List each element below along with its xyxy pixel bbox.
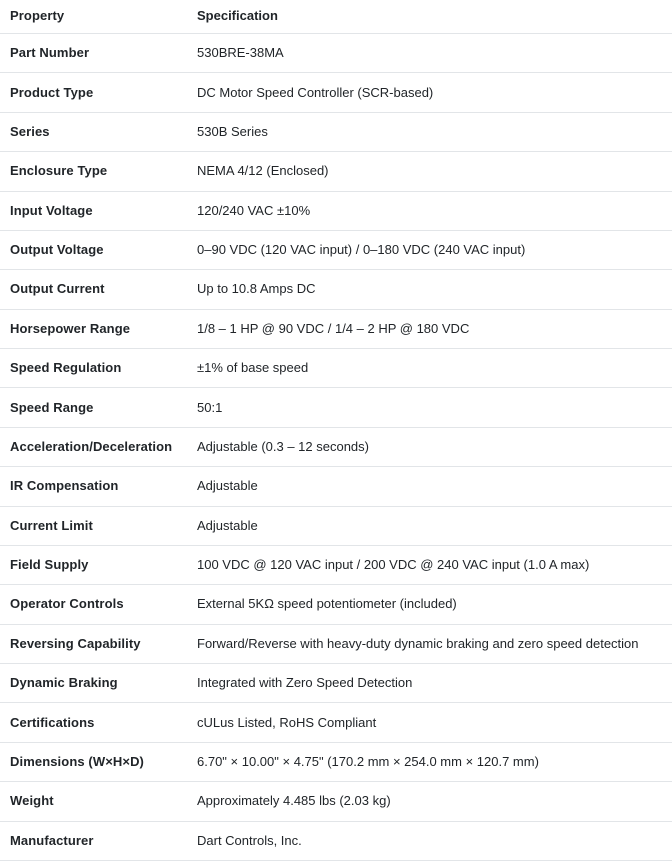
table-row — [0, 310, 672, 349]
table-row — [0, 428, 672, 467]
specification-cell: NEMA 4/12 (Enclosed) — [197, 163, 329, 179]
table-row — [0, 743, 672, 782]
property-cell: Current Limit — [10, 517, 93, 533]
property-cell: Dynamic Braking — [10, 675, 118, 691]
table-row — [0, 703, 672, 742]
specification-cell: 530BRE-38MA — [197, 45, 284, 61]
table-row — [0, 152, 672, 191]
property-cell: Output Current — [10, 281, 105, 297]
table-row — [0, 585, 672, 624]
specification-cell: cULus Listed, RoHS Compliant — [197, 714, 377, 730]
specification-cell: Forward/Reverse with heavy-duty dynamic braking and zero speed detection — [197, 635, 639, 651]
property-cell: Weight — [10, 793, 54, 809]
table-header-row — [0, 0, 672, 34]
table-row — [0, 507, 672, 546]
specification-cell: 530B Series — [197, 123, 268, 139]
table-row — [0, 546, 672, 585]
table-row — [0, 192, 672, 231]
specification-cell: Up to 10.8 Amps DC — [197, 281, 316, 297]
table-row — [0, 664, 672, 703]
table-row — [0, 34, 672, 73]
specification-cell: Adjustable — [197, 517, 258, 533]
specification-cell: 50:1 — [197, 399, 223, 415]
table-row — [0, 467, 672, 506]
table-row — [0, 231, 672, 270]
table-row — [0, 625, 672, 664]
property-cell: Manufacturer — [10, 832, 94, 848]
property-cell: Product Type — [10, 84, 94, 100]
property-cell: Speed Regulation — [10, 360, 122, 376]
table-row — [0, 388, 672, 427]
specification-cell: Approximately 4.485 lbs (2.03 kg) — [197, 793, 391, 809]
property-cell: Output Voltage — [10, 242, 104, 258]
property-cell: Part Number — [10, 45, 90, 61]
property-cell: Series — [10, 123, 50, 139]
specification-cell: Adjustable — [197, 478, 258, 494]
table-row — [0, 822, 672, 861]
specification-cell: ±1% of base speed — [197, 360, 309, 376]
specification-cell: 120/240 VAC ±10% — [197, 202, 311, 218]
specification-cell: 0–90 VDC (120 VAC input) / 0–180 VDC (240 VAC input) — [197, 242, 526, 258]
property-cell: Operator Controls — [10, 596, 124, 612]
specification-cell: 100 VDC @ 120 VAC input / 200 VDC @ 240 VAC input (1.0 A max) — [197, 557, 590, 573]
specification-cell: External 5KΩ speed potentiometer (included) — [197, 596, 457, 612]
property-cell: Input Voltage — [10, 202, 93, 218]
specification-cell: DC Motor Speed Controller (SCR-based) — [197, 84, 434, 100]
property-cell: Horsepower Range — [10, 320, 131, 336]
table-row — [0, 73, 672, 112]
property-cell: Certifications — [10, 714, 95, 730]
property-cell: Reversing Capability — [10, 635, 141, 651]
property-cell: IR Compensation — [10, 478, 119, 494]
specification-cell: Adjustable (0.3 – 12 seconds) — [197, 438, 369, 454]
table-row — [0, 270, 672, 309]
specification-cell: 1/8 – 1 HP @ 90 VDC / 1/4 – 2 HP @ 180 VDC — [197, 320, 470, 336]
table-row — [0, 349, 672, 388]
column-header-property: Property — [10, 8, 65, 23]
specification-cell: Dart Controls, Inc. — [197, 832, 302, 848]
property-cell: Acceleration/Deceleration — [10, 438, 173, 454]
column-header-specification: Specification — [197, 8, 278, 23]
table-row — [0, 782, 672, 821]
property-cell: Speed Range — [10, 399, 94, 415]
table-body — [0, 34, 672, 861]
property-cell: Dimensions (W×H×D) — [10, 753, 144, 769]
property-cell: Field Supply — [10, 557, 89, 573]
specification-cell: Integrated with Zero Speed Detection — [197, 675, 413, 691]
specification-cell: 6.70" × 10.00" × 4.75" (170.2 mm × 254.0 mm × 120.7 mm) — [197, 753, 539, 769]
table-row — [0, 113, 672, 152]
property-cell: Enclosure Type — [10, 163, 108, 179]
